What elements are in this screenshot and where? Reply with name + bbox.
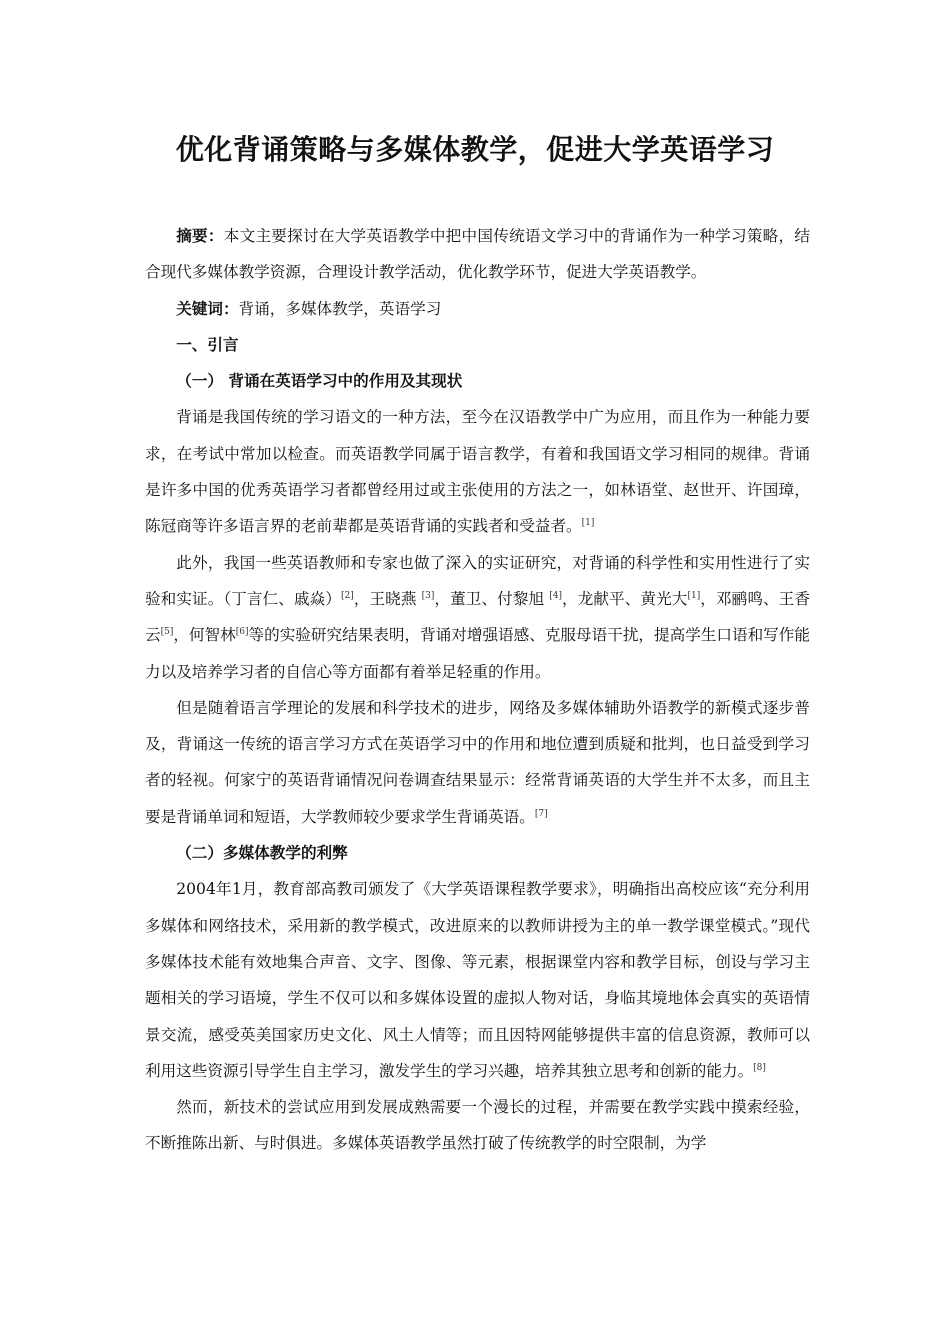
paragraph-recitation-decline xyxy=(145,690,810,835)
citation-ref: [6] xyxy=(235,627,249,638)
section-heading-introduction: 一、引言 xyxy=(176,334,239,354)
citation-ref: [3] xyxy=(421,590,435,601)
paragraph-text: ，王晓燕 xyxy=(353,589,417,608)
subsection-heading-recitation: （一） 背诵在英语学习中的作用及其现状 xyxy=(176,371,463,391)
document-title: 优化背诵策略与多媒体教学，促进大学英语学习 xyxy=(175,133,775,166)
paragraph-text: 然而，新技术的尝试应用到发展成熟需要一个漫长的过程，并需要在教学实践中摸索经验，不断推陈出新、与时俱进。多媒体英语教学虽然打破了传统教学的时空限制，为学 xyxy=(145,1098,810,1153)
abstract-paragraph xyxy=(145,218,810,291)
subsection-heading-multimedia: （二）多媒体教学的利弊 xyxy=(176,843,348,863)
paragraph-empirical-research xyxy=(145,545,810,690)
paragraph-text: ，邓鹂鸣、王香云 xyxy=(145,589,810,645)
abstract-label: 摘要： xyxy=(176,226,224,245)
citation-ref: [1] xyxy=(581,518,595,529)
keywords-text: 背诵，多媒体教学，英语学习 xyxy=(238,299,442,318)
document-body xyxy=(145,218,810,1162)
citation-ref: [7] xyxy=(534,808,548,819)
keywords-label: 关键词： xyxy=(176,298,239,318)
paragraph-multimedia-policy xyxy=(145,871,810,1089)
paragraph-text: ，董卫、付黎旭 xyxy=(434,589,545,608)
paragraph-text: ，龙献平、黄光大 xyxy=(561,589,688,608)
citation-ref: [1] xyxy=(687,590,701,601)
citation-ref: [5] xyxy=(160,627,174,638)
paragraph-text: 此外，我国一些英语教师和专家也做了深入的实证研究，对背诵的科学性和实用性进行了实验和实证。（丁言仁、戚焱） xyxy=(145,553,810,608)
paragraph-recitation-tradition xyxy=(145,399,810,544)
citation-ref: [4] xyxy=(549,590,562,601)
paragraph-multimedia-drawbacks xyxy=(145,1089,810,1162)
paragraph-text: 但是随着语言学理论的发展和科学技术的进步，网络及多媒体辅助外语教学的新模式逐步普及，背诵这一传统的语言学习方式在英语学习中的作用和地位遭到质疑和批判，也日益受到学习者的轻视。何家宁的英语背诵情况问卷调查结果显示：经常背诵英语的大学生并不太多，而且主要是背诵单词和短语，大学教师较少要求学生背诵英语。 xyxy=(145,698,810,826)
paragraph-text: 2004年1月，教育部高教司颁发了《大学英语课程教学要求》，明确指出高校应该“充分利用多媒体和网络技术，采用新的教学模式，改进原来的以教师讲授为主的单一教学课堂模式。”现代多媒体技术能有效地集合声音、文字、图像、等元素，根据课堂内容和教学目标，创设与学习主题相关的学习语境，学生不仅可以和多媒体设置的虚拟人物对话，身临其境地体会真实的英语情景交流，感受英美国家历史文化、风土人情等；而且因特网能够提供丰富的信息资源，教师可以利用这些资源引导学生自主学习，激发学生的学习兴趣，培养其独立思考和创新的能力。 xyxy=(145,880,810,1080)
paragraph-text: ，何智林 xyxy=(173,626,236,645)
keywords-paragraph xyxy=(145,291,810,327)
paragraph-text: 背诵是我国传统的学习语文的一种方法，至今在汉语教学中广为应用，而且作为一种能力要求，在考试中常加以检查。而英语教学同属于语言教学，有着和我国语文学习相同的规律。背诵是许多中国的优秀英语学习者都曾经用过或主张使用的方法之一，如林语堂、赵世开、许国璋，陈冠商等许多语言界的老前辈都是英语背诵的实践者和受益者。 xyxy=(145,408,810,536)
citation-ref: [8] xyxy=(753,1062,766,1073)
paragraph-text: 等的实验研究结果表明，背诵对增强语感、克服母语干扰，提高学生口语和写作能力以及培养学习者的自信心等方面都有着举足轻重的作用。 xyxy=(145,626,810,681)
abstract-text: 本文主要探讨在大学英语教学中把中国传统语文学习中的背诵作为一种学习策略，结合现代多媒体教学资源，合理设计教学活动，优化教学环节，促进大学英语教学。 xyxy=(145,227,810,282)
citation-ref: [2] xyxy=(341,590,354,601)
